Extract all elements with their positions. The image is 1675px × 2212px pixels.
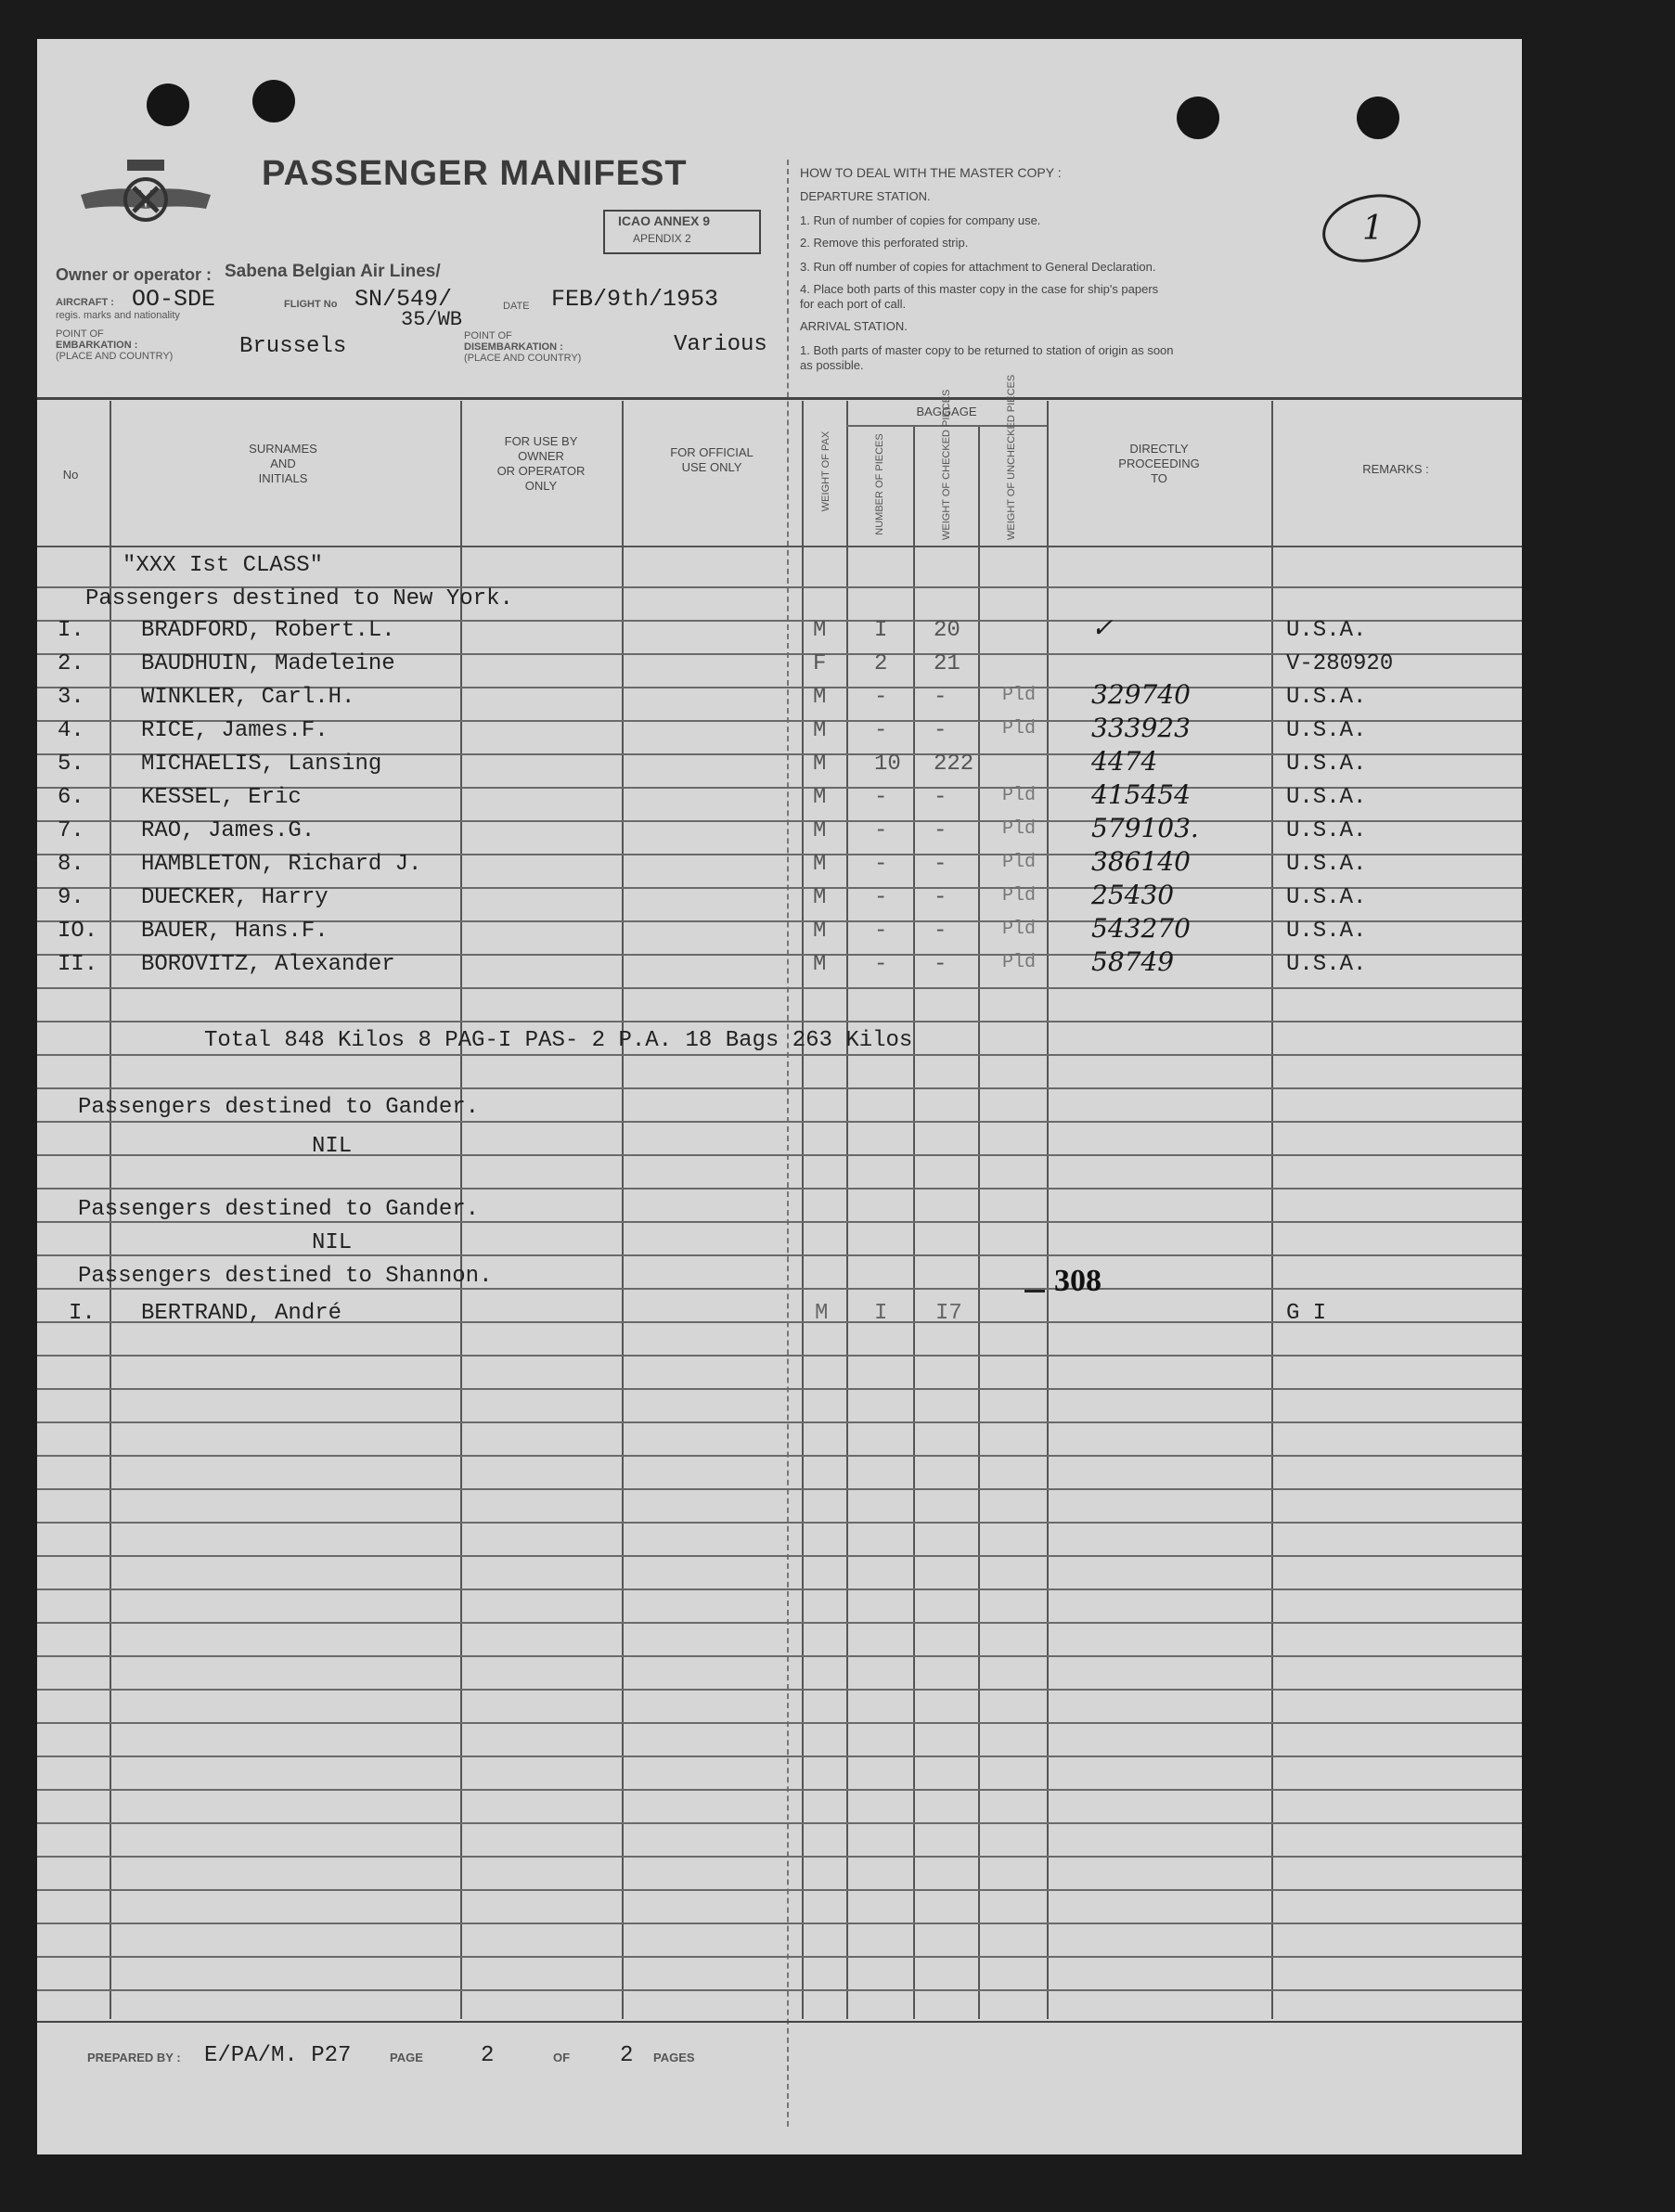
punch-hole bbox=[1177, 96, 1219, 139]
row-rule bbox=[37, 1188, 1522, 1190]
prepared-value: E/PA/M. P27 bbox=[204, 2043, 352, 2068]
pax-no: 6. bbox=[58, 785, 84, 810]
instruction-a1a: 1. Both parts of master copy to be returned to station of origin as soon bbox=[800, 343, 1174, 357]
prepared-label: PREPARED BY : bbox=[87, 2051, 181, 2064]
pax-handwritten-number: 25430 bbox=[1091, 880, 1175, 910]
instruction-d4b: for each port of call. bbox=[800, 297, 907, 311]
row-rule bbox=[37, 1856, 1522, 1858]
col-header-weight-checked: WEIGHT OF CHECKED PIECES bbox=[941, 389, 952, 540]
stamp-dash bbox=[1024, 1290, 1045, 1292]
pax-name: BAUER, Hans.F. bbox=[141, 919, 329, 944]
instruction-d3: 3. Run off number of copies for attachment to General Declaration. bbox=[800, 260, 1156, 274]
page-title: PASSENGER MANIFEST bbox=[262, 154, 688, 193]
punch-hole bbox=[1357, 96, 1399, 139]
pax-weight-pax: M bbox=[813, 718, 827, 743]
row-rule bbox=[37, 1655, 1522, 1657]
departure-station: DEPARTURE STATION. bbox=[800, 189, 931, 203]
pax-proc-code: Pld bbox=[1002, 952, 1037, 973]
row-rule bbox=[37, 1989, 1522, 1991]
pax-remark: U.S.A. bbox=[1286, 752, 1367, 777]
row-rule bbox=[37, 1822, 1522, 1824]
pax-handwritten-number: 329740 bbox=[1091, 679, 1191, 710]
row-rule bbox=[37, 1421, 1522, 1423]
pax-weight: - bbox=[934, 685, 947, 710]
pax-name: BRADFORD, Robert.L. bbox=[141, 618, 395, 643]
pax-remark: U.S.A. bbox=[1286, 618, 1367, 643]
pax-no: 7. bbox=[58, 818, 84, 843]
punch-hole bbox=[147, 84, 189, 126]
row-rule bbox=[37, 1455, 1522, 1457]
row-rule bbox=[37, 1121, 1522, 1123]
row-rule bbox=[37, 987, 1522, 989]
pax-weight-pax: M bbox=[813, 818, 827, 843]
pax-remark: U.S.A. bbox=[1286, 885, 1367, 910]
pax-handwritten-number: 333923 bbox=[1091, 713, 1191, 743]
row-rule bbox=[37, 1388, 1522, 1390]
pax-name: RICE, James.F. bbox=[141, 718, 329, 743]
header-bottom-rule bbox=[37, 546, 1522, 547]
pax-pieces: - bbox=[874, 852, 888, 877]
col-header-surnames: SURNAMES AND INITIALS bbox=[249, 442, 317, 485]
pax-weight: 222 bbox=[934, 752, 974, 777]
shannon-pax-name: BERTRAND, André bbox=[141, 1301, 342, 1326]
embark-label-2: EMBARKATION : bbox=[56, 340, 138, 351]
pax-remark: U.S.A. bbox=[1286, 718, 1367, 743]
shannon-pax-wt: I7 bbox=[935, 1301, 962, 1326]
pax-no: 4. bbox=[58, 718, 84, 743]
pax-no: 2. bbox=[58, 651, 84, 676]
pax-remark: U.S.A. bbox=[1286, 785, 1367, 810]
col-header-weight-unchecked: WEIGHT OF UNCHECKED PIECES bbox=[1006, 374, 1017, 540]
shannon-pax-pcs: I bbox=[874, 1301, 888, 1326]
embark-label-1: POINT OF bbox=[56, 328, 104, 340]
pax-weight-pax: M bbox=[813, 852, 827, 877]
table-top-rule bbox=[37, 397, 1522, 400]
embark-value: Brussels bbox=[239, 334, 347, 359]
pax-remark: U.S.A. bbox=[1286, 852, 1367, 877]
row-rule bbox=[37, 1789, 1522, 1791]
pax-no: 8. bbox=[58, 852, 84, 877]
row-rule bbox=[37, 1923, 1522, 1924]
row-rule bbox=[37, 1021, 1522, 1022]
pax-pieces: - bbox=[874, 952, 888, 977]
stamp-number: 308 bbox=[1054, 1264, 1102, 1298]
row-rule bbox=[37, 1722, 1522, 1724]
row-rule bbox=[37, 1956, 1522, 1958]
pax-name: BOROVITZ, Alexander bbox=[141, 952, 395, 977]
pax-remark: U.S.A. bbox=[1286, 685, 1367, 710]
date-value: FEB/9th/1953 bbox=[551, 286, 719, 313]
pax-pieces: - bbox=[874, 685, 888, 710]
instruction-d2: 2. Remove this perforated strip. bbox=[800, 236, 969, 250]
disembark-label-3: (PLACE AND COUNTRY) bbox=[464, 353, 582, 364]
col-header-no: No bbox=[62, 468, 79, 482]
nil-gander-1: NIL bbox=[312, 1134, 353, 1159]
flight-sub: 35/WB bbox=[401, 308, 463, 331]
col-rule bbox=[622, 401, 624, 2019]
pax-remark: V-280920 bbox=[1286, 651, 1394, 676]
row-rule bbox=[37, 1488, 1522, 1490]
shannon-pax-no: I. bbox=[69, 1301, 96, 1326]
pax-proc-code: Pld bbox=[1002, 885, 1037, 907]
pax-name: MICHAELIS, Lansing bbox=[141, 752, 382, 777]
arrival-station: ARRIVAL STATION. bbox=[800, 319, 908, 333]
pax-weight-pax: M bbox=[813, 952, 827, 977]
pax-proc-code: Pld bbox=[1002, 785, 1037, 806]
pax-weight-pax: M bbox=[813, 919, 827, 944]
page-label: PAGE bbox=[390, 2051, 423, 2064]
section-shannon: Passengers destined to Shannon. bbox=[78, 1264, 493, 1289]
col-header-official-use: FOR OFFICIAL USE ONLY bbox=[670, 445, 754, 474]
pax-weight-pax: M bbox=[813, 618, 827, 643]
pax-name: WINKLER, Carl.H. bbox=[141, 685, 355, 710]
pax-weight: - bbox=[934, 718, 947, 743]
pax-pieces: 10 bbox=[874, 752, 901, 777]
of-label: OF bbox=[553, 2051, 571, 2064]
pax-proc-code: Pld bbox=[1002, 718, 1037, 739]
pax-handwritten-number: 415454 bbox=[1091, 779, 1191, 810]
pax-no: 9. bbox=[58, 885, 84, 910]
icao-line2: APENDIX 2 bbox=[633, 232, 691, 245]
aircraft-label: AIRCRAFT : bbox=[56, 297, 114, 308]
pax-pieces: - bbox=[874, 818, 888, 843]
pax-pieces: - bbox=[874, 885, 888, 910]
row-rule bbox=[37, 1154, 1522, 1156]
pax-proc-code: Pld bbox=[1002, 852, 1037, 873]
pax-name: RAO, James.G. bbox=[141, 818, 316, 843]
pax-handwritten-number: 543270 bbox=[1091, 913, 1191, 944]
owner-label: Owner or operator : bbox=[56, 265, 213, 284]
icao-annex-box bbox=[603, 210, 761, 254]
pax-handwritten-number: 58749 bbox=[1091, 946, 1175, 977]
pax-no: I. bbox=[58, 618, 84, 643]
row-rule bbox=[37, 1755, 1522, 1757]
pax-handwritten-number: 579103. bbox=[1091, 813, 1199, 843]
pax-no: IO. bbox=[58, 919, 98, 944]
pax-handwritten-number: 4474 bbox=[1091, 746, 1158, 777]
col-rule bbox=[1271, 401, 1273, 2019]
embark-label-3: (PLACE AND COUNTRY) bbox=[56, 351, 174, 362]
instruction-d4a: 4. Place both parts of this master copy in the case for ship's papers bbox=[800, 282, 1159, 296]
section-new-york: Passengers destined to New York. bbox=[85, 586, 513, 611]
col-rule bbox=[846, 401, 848, 2019]
pax-weight-pax: F bbox=[813, 651, 827, 676]
pax-name: KESSEL, Eric bbox=[141, 785, 302, 810]
pages-label: PAGES bbox=[653, 2051, 695, 2064]
pax-weight-pax: M bbox=[813, 685, 827, 710]
flight-label: FLIGHT No bbox=[284, 299, 338, 310]
pax-weight-pax: M bbox=[813, 752, 827, 777]
pax-weight: 20 bbox=[934, 618, 960, 643]
row-rule bbox=[37, 1588, 1522, 1590]
aircraft-sub: regis. marks and nationality bbox=[56, 310, 180, 321]
class-header: "XXX Ist CLASS" bbox=[122, 553, 324, 578]
col-header-weight-pax: WEIGHT OF PAX bbox=[820, 431, 831, 512]
pax-remark: U.S.A. bbox=[1286, 952, 1367, 977]
pax-name: BAUDHUIN, Madeleine bbox=[141, 651, 395, 676]
row-rule bbox=[37, 1254, 1522, 1256]
disembark-label-2: DISEMBARKATION : bbox=[464, 341, 563, 353]
col-rule bbox=[802, 401, 804, 2019]
col-header-owner-use: FOR USE BY OWNER OR OPERATOR ONLY bbox=[496, 434, 586, 493]
row-rule bbox=[37, 1522, 1522, 1524]
nil-gander-2: NIL bbox=[312, 1230, 353, 1255]
manifest-sheet bbox=[37, 39, 1522, 2154]
footer-rule bbox=[37, 2021, 1522, 2023]
pax-weight: - bbox=[934, 852, 947, 877]
row-rule bbox=[37, 1087, 1522, 1089]
pax-handwritten-number: ✓ bbox=[1091, 612, 1114, 643]
instruction-a1b: as possible. bbox=[800, 358, 864, 372]
pax-pieces: - bbox=[874, 919, 888, 944]
row-rule bbox=[37, 1889, 1522, 1891]
pax-weight: - bbox=[934, 785, 947, 810]
pax-weight: - bbox=[934, 818, 947, 843]
pax-pieces: I bbox=[874, 618, 888, 643]
col-rule bbox=[978, 427, 980, 2019]
of-value: 2 bbox=[620, 2043, 634, 2068]
pax-handwritten-number: 386140 bbox=[1091, 846, 1191, 877]
punch-hole bbox=[252, 80, 295, 122]
instructions-title: HOW TO DEAL WITH THE MASTER COPY : bbox=[800, 165, 1062, 180]
pax-weight-pax: M bbox=[813, 785, 827, 810]
shannon-pax-remark: G I bbox=[1286, 1301, 1327, 1326]
pax-weight: - bbox=[934, 952, 947, 977]
pax-pieces: - bbox=[874, 785, 888, 810]
instruction-d1: 1. Run of number of copies for company use. bbox=[800, 213, 1041, 227]
page-marker: 1 bbox=[1362, 210, 1384, 248]
pax-no: 3. bbox=[58, 685, 84, 710]
sabena-logo-icon bbox=[76, 158, 215, 251]
pax-remark: U.S.A. bbox=[1286, 919, 1367, 944]
col-header-remarks: REMARKS : bbox=[1362, 462, 1429, 476]
pax-no: II. bbox=[58, 952, 98, 977]
flight-value: SN/549/ bbox=[354, 286, 453, 313]
pax-proc-code: Pld bbox=[1002, 919, 1037, 940]
pax-no: 5. bbox=[58, 752, 84, 777]
section-gander-2: Passengers destined to Gander. bbox=[78, 1197, 480, 1222]
row-rule bbox=[37, 1622, 1522, 1624]
pax-weight: 21 bbox=[934, 651, 960, 676]
pax-proc-code: Pld bbox=[1002, 818, 1037, 840]
row-rule bbox=[37, 1355, 1522, 1357]
row-rule bbox=[37, 1555, 1522, 1557]
disembark-value: Various bbox=[674, 332, 767, 357]
pax-weight-pax: M bbox=[813, 885, 827, 910]
owner-value: Sabena Belgian Air Lines/ bbox=[225, 262, 441, 281]
pax-weight: - bbox=[934, 919, 947, 944]
pax-pieces: - bbox=[874, 718, 888, 743]
pax-name: HAMBLETON, Richard J. bbox=[141, 852, 422, 877]
pax-name: DUECKER, Harry bbox=[141, 885, 329, 910]
col-rule bbox=[1047, 401, 1049, 2019]
row-rule bbox=[37, 1689, 1522, 1691]
row-rule bbox=[37, 1054, 1522, 1056]
pax-weight: - bbox=[934, 885, 947, 910]
section-gander-1: Passengers destined to Gander. bbox=[78, 1095, 480, 1120]
date-label: DATE bbox=[503, 301, 530, 312]
pax-proc-code: Pld bbox=[1002, 685, 1037, 706]
col-header-baggage: BAGGAGE bbox=[916, 405, 977, 418]
disembark-label-1: POINT OF bbox=[464, 330, 512, 341]
col-rule bbox=[913, 427, 915, 2019]
shannon-pax-sex: M bbox=[815, 1301, 829, 1326]
total-line: Total 848 Kilos 8 PAG-I PAS- 2 P.A. 18 Bags 263 Kilos bbox=[204, 1028, 913, 1053]
pax-remark: U.S.A. bbox=[1286, 818, 1367, 843]
pax-pieces: 2 bbox=[874, 651, 888, 676]
col-header-proceeding: DIRECTLY PROCEEDING TO bbox=[1118, 442, 1200, 485]
col-header-number-pieces: NUMBER OF PIECES bbox=[874, 433, 885, 535]
icao-line1: ICAO ANNEX 9 bbox=[618, 213, 711, 228]
aircraft-value: OO-SDE bbox=[132, 286, 216, 313]
page-value: 2 bbox=[481, 2043, 495, 2068]
